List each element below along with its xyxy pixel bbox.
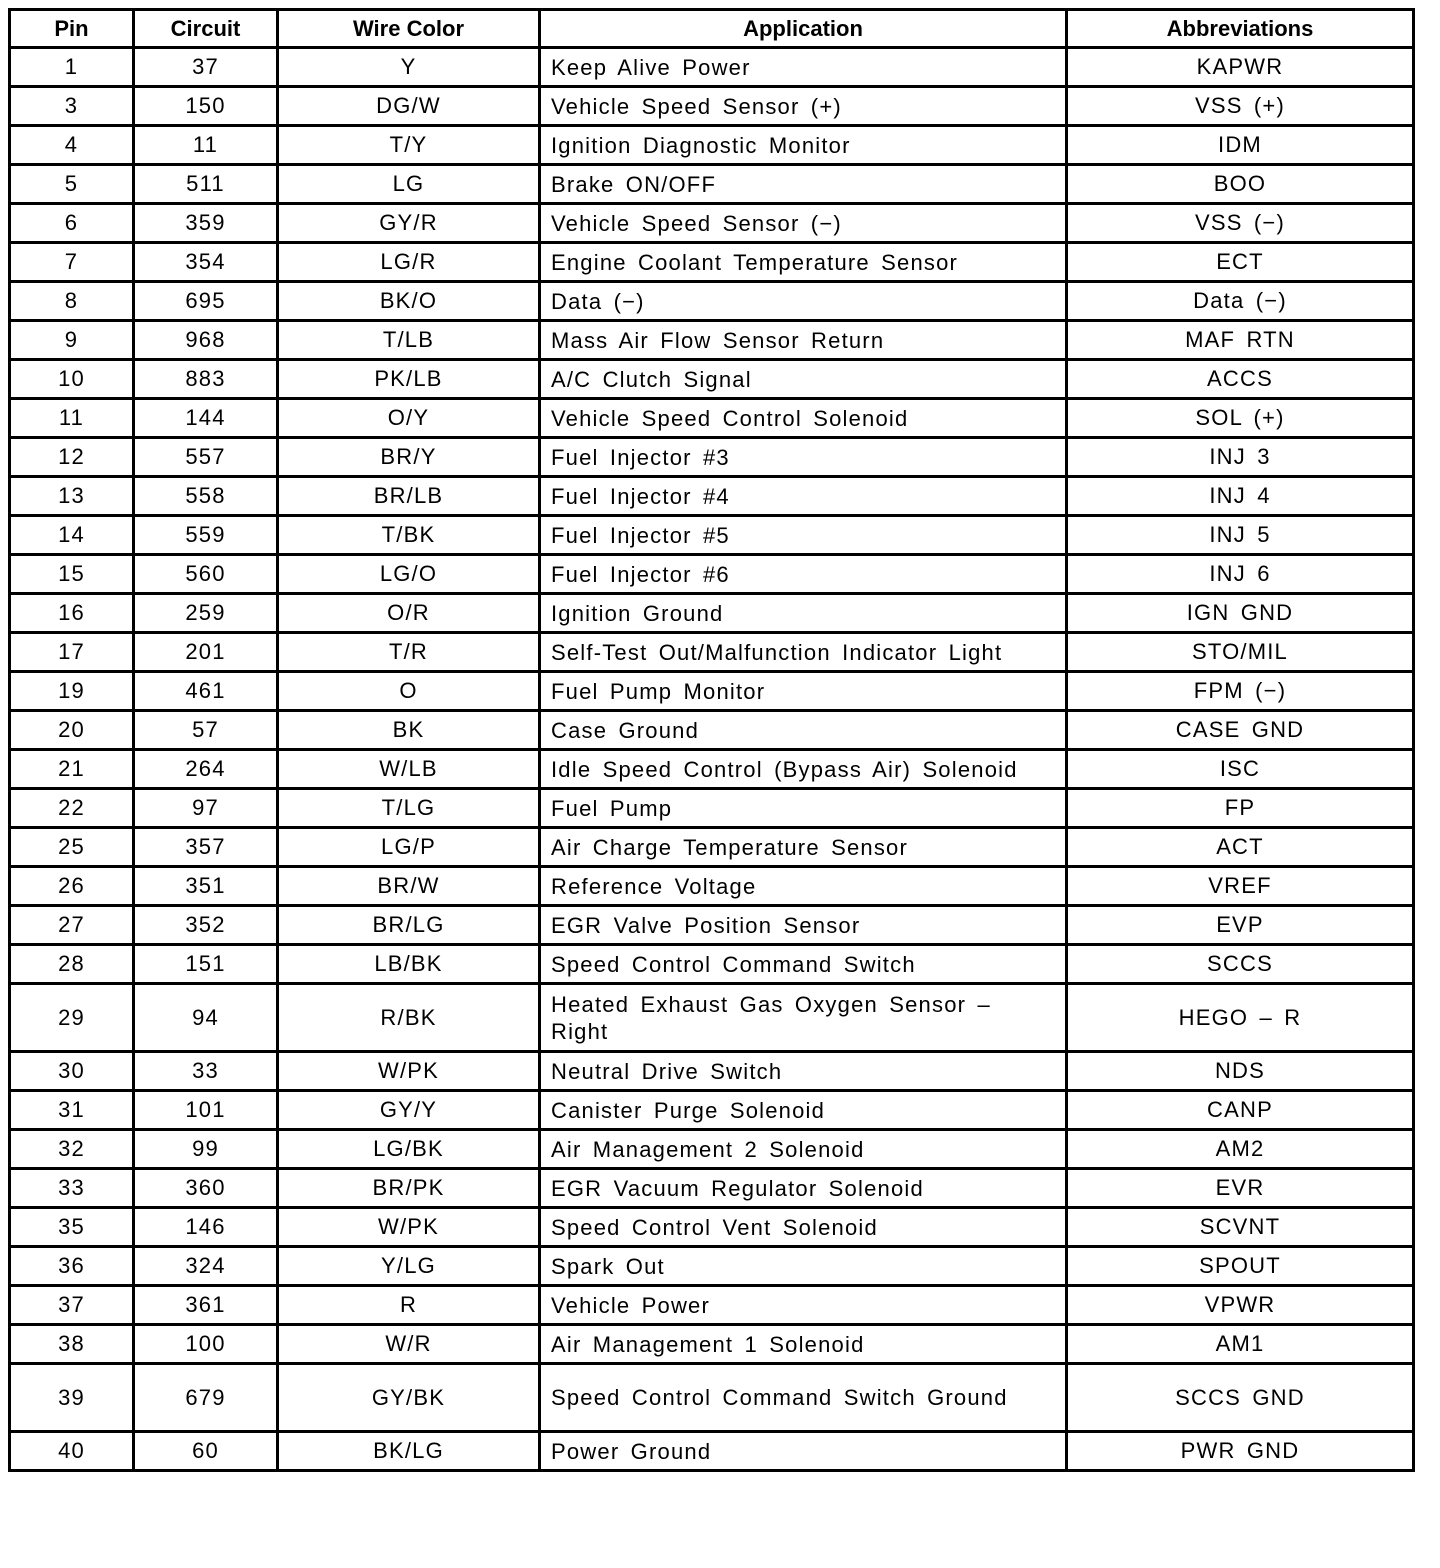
- cell-circuit: 359: [134, 204, 278, 243]
- cell-pin: 4: [10, 126, 134, 165]
- table-header: [10, 10, 1414, 48]
- cell-abbreviation: VPWR: [1067, 1286, 1414, 1325]
- cell-application: Heated Exhaust Gas Oxygen Sensor – Right: [540, 984, 1067, 1052]
- cell-abbreviation: VSS (−): [1067, 204, 1414, 243]
- cell-wire-color: O/Y: [278, 399, 540, 438]
- cell-abbreviation: STO/MIL: [1067, 633, 1414, 672]
- cell-circuit: 351: [134, 867, 278, 906]
- table-row: [10, 438, 1414, 477]
- table-row: [10, 867, 1414, 906]
- cell-pin: 19: [10, 672, 134, 711]
- pin-assignment-table: [8, 8, 1415, 1472]
- cell-pin: 22: [10, 789, 134, 828]
- table-row: [10, 165, 1414, 204]
- cell-pin: 29: [10, 984, 134, 1052]
- cell-circuit: 695: [134, 282, 278, 321]
- cell-pin: 5: [10, 165, 134, 204]
- cell-wire-color: GY/Y: [278, 1091, 540, 1130]
- cell-application: Fuel Injector #6: [540, 555, 1067, 594]
- cell-wire-color: W/LB: [278, 750, 540, 789]
- cell-application: Vehicle Speed Sensor (−): [540, 204, 1067, 243]
- cell-pin: 32: [10, 1130, 134, 1169]
- cell-wire-color: LG/P: [278, 828, 540, 867]
- cell-wire-color: Y: [278, 48, 540, 87]
- table-row: [10, 48, 1414, 87]
- cell-abbreviation: INJ 6: [1067, 555, 1414, 594]
- cell-pin: 16: [10, 594, 134, 633]
- cell-pin: 36: [10, 1247, 134, 1286]
- cell-abbreviation: ISC: [1067, 750, 1414, 789]
- cell-circuit: 558: [134, 477, 278, 516]
- table-row: [10, 1286, 1414, 1325]
- cell-abbreviation: VSS (+): [1067, 87, 1414, 126]
- table-row: [10, 321, 1414, 360]
- table-row: [10, 87, 1414, 126]
- table-row: [10, 711, 1414, 750]
- cell-wire-color: Y/LG: [278, 1247, 540, 1286]
- cell-abbreviation: HEGO – R: [1067, 984, 1414, 1052]
- cell-application: Case Ground: [540, 711, 1067, 750]
- cell-application: Reference Voltage: [540, 867, 1067, 906]
- cell-wire-color: T/LG: [278, 789, 540, 828]
- cell-circuit: 883: [134, 360, 278, 399]
- cell-circuit: 151: [134, 945, 278, 984]
- cell-abbreviation: CASE GND: [1067, 711, 1414, 750]
- cell-wire-color: LG/R: [278, 243, 540, 282]
- table-row: [10, 1091, 1414, 1130]
- cell-pin: 21: [10, 750, 134, 789]
- cell-abbreviation: EVP: [1067, 906, 1414, 945]
- table-row: [10, 984, 1414, 1052]
- cell-circuit: 99: [134, 1130, 278, 1169]
- cell-pin: 31: [10, 1091, 134, 1130]
- table-row: [10, 243, 1414, 282]
- cell-abbreviation: INJ 5: [1067, 516, 1414, 555]
- table-row: [10, 789, 1414, 828]
- table-row: [10, 516, 1414, 555]
- cell-application: Speed Control Vent Solenoid: [540, 1208, 1067, 1247]
- cell-wire-color: BR/Y: [278, 438, 540, 477]
- cell-circuit: 360: [134, 1169, 278, 1208]
- table-row: [10, 594, 1414, 633]
- cell-abbreviation: Data (−): [1067, 282, 1414, 321]
- cell-pin: 9: [10, 321, 134, 360]
- header-pin: Pin: [10, 10, 134, 48]
- cell-wire-color: BK/O: [278, 282, 540, 321]
- cell-wire-color: BR/PK: [278, 1169, 540, 1208]
- cell-circuit: 33: [134, 1052, 278, 1091]
- cell-application: Brake ON/OFF: [540, 165, 1067, 204]
- table-row: [10, 828, 1414, 867]
- cell-circuit: 968: [134, 321, 278, 360]
- cell-circuit: 679: [134, 1364, 278, 1432]
- cell-circuit: 352: [134, 906, 278, 945]
- cell-circuit: 361: [134, 1286, 278, 1325]
- cell-abbreviation: IGN GND: [1067, 594, 1414, 633]
- cell-pin: 40: [10, 1432, 134, 1471]
- table-row: [10, 1364, 1414, 1432]
- table-row: [10, 1432, 1414, 1471]
- cell-abbreviation: SCVNT: [1067, 1208, 1414, 1247]
- cell-pin: 35: [10, 1208, 134, 1247]
- cell-application: Ignition Diagnostic Monitor: [540, 126, 1067, 165]
- cell-pin: 8: [10, 282, 134, 321]
- cell-circuit: 101: [134, 1091, 278, 1130]
- header-abbreviations: Abbreviations: [1067, 10, 1414, 48]
- cell-abbreviation: SCCS GND: [1067, 1364, 1414, 1432]
- cell-wire-color: T/Y: [278, 126, 540, 165]
- table-row: [10, 360, 1414, 399]
- cell-wire-color: T/BK: [278, 516, 540, 555]
- cell-abbreviation: SPOUT: [1067, 1247, 1414, 1286]
- cell-wire-color: T/LB: [278, 321, 540, 360]
- cell-wire-color: W/PK: [278, 1052, 540, 1091]
- cell-wire-color: DG/W: [278, 87, 540, 126]
- table-row: [10, 126, 1414, 165]
- cell-pin: 3: [10, 87, 134, 126]
- cell-abbreviation: INJ 3: [1067, 438, 1414, 477]
- table-row: [10, 750, 1414, 789]
- cell-wire-color: W/PK: [278, 1208, 540, 1247]
- cell-wire-color: BK: [278, 711, 540, 750]
- cell-pin: 14: [10, 516, 134, 555]
- cell-abbreviation: INJ 4: [1067, 477, 1414, 516]
- cell-abbreviation: ACT: [1067, 828, 1414, 867]
- cell-application: Vehicle Speed Sensor (+): [540, 87, 1067, 126]
- cell-pin: 38: [10, 1325, 134, 1364]
- table-row: [10, 1247, 1414, 1286]
- table-row: [10, 1052, 1414, 1091]
- cell-application: A/C Clutch Signal: [540, 360, 1067, 399]
- cell-pin: 33: [10, 1169, 134, 1208]
- cell-wire-color: O: [278, 672, 540, 711]
- table-row: [10, 945, 1414, 984]
- cell-application: Spark Out: [540, 1247, 1067, 1286]
- cell-pin: 7: [10, 243, 134, 282]
- cell-wire-color: PK/LB: [278, 360, 540, 399]
- cell-pin: 15: [10, 555, 134, 594]
- cell-application: Air Charge Temperature Sensor: [540, 828, 1067, 867]
- cell-wire-color: BR/W: [278, 867, 540, 906]
- cell-circuit: 60: [134, 1432, 278, 1471]
- cell-wire-color: O/R: [278, 594, 540, 633]
- cell-application: Fuel Pump Monitor: [540, 672, 1067, 711]
- cell-application: Air Management 2 Solenoid: [540, 1130, 1067, 1169]
- cell-circuit: 264: [134, 750, 278, 789]
- cell-application: Fuel Injector #3: [540, 438, 1067, 477]
- cell-application: Vehicle Power: [540, 1286, 1067, 1325]
- cell-abbreviation: SOL (+): [1067, 399, 1414, 438]
- table-row: [10, 1169, 1414, 1208]
- cell-pin: 37: [10, 1286, 134, 1325]
- cell-abbreviation: MAF RTN: [1067, 321, 1414, 360]
- cell-pin: 28: [10, 945, 134, 984]
- table-row: [10, 477, 1414, 516]
- header-row: [10, 10, 1414, 48]
- cell-application: Air Management 1 Solenoid: [540, 1325, 1067, 1364]
- cell-pin: 17: [10, 633, 134, 672]
- cell-pin: 26: [10, 867, 134, 906]
- cell-circuit: 57: [134, 711, 278, 750]
- cell-circuit: 511: [134, 165, 278, 204]
- cell-abbreviation: BOO: [1067, 165, 1414, 204]
- cell-application: Data (−): [540, 282, 1067, 321]
- cell-wire-color: GY/R: [278, 204, 540, 243]
- cell-abbreviation: KAPWR: [1067, 48, 1414, 87]
- cell-circuit: 559: [134, 516, 278, 555]
- cell-wire-color: BK/LG: [278, 1432, 540, 1471]
- cell-abbreviation: VREF: [1067, 867, 1414, 906]
- cell-abbreviation: SCCS: [1067, 945, 1414, 984]
- cell-circuit: 324: [134, 1247, 278, 1286]
- cell-abbreviation: AM2: [1067, 1130, 1414, 1169]
- cell-application: Vehicle Speed Control Solenoid: [540, 399, 1067, 438]
- cell-pin: 39: [10, 1364, 134, 1432]
- cell-wire-color: R/BK: [278, 984, 540, 1052]
- cell-application: Self-Test Out/Malfunction Indicator Light: [540, 633, 1067, 672]
- cell-circuit: 11: [134, 126, 278, 165]
- header-circuit: Circuit: [134, 10, 278, 48]
- header-wire-color: Wire Color: [278, 10, 540, 48]
- cell-circuit: 354: [134, 243, 278, 282]
- cell-wire-color: W/R: [278, 1325, 540, 1364]
- cell-application: EGR Valve Position Sensor: [540, 906, 1067, 945]
- cell-circuit: 37: [134, 48, 278, 87]
- cell-abbreviation: ACCS: [1067, 360, 1414, 399]
- cell-circuit: 259: [134, 594, 278, 633]
- table-row: [10, 204, 1414, 243]
- cell-circuit: 560: [134, 555, 278, 594]
- table-row: [10, 282, 1414, 321]
- cell-pin: 6: [10, 204, 134, 243]
- cell-circuit: 97: [134, 789, 278, 828]
- cell-abbreviation: EVR: [1067, 1169, 1414, 1208]
- cell-application: Fuel Injector #4: [540, 477, 1067, 516]
- cell-pin: 10: [10, 360, 134, 399]
- cell-pin: 30: [10, 1052, 134, 1091]
- cell-pin: 27: [10, 906, 134, 945]
- table-row: [10, 1325, 1414, 1364]
- table-row: [10, 399, 1414, 438]
- cell-abbreviation: FPM (−): [1067, 672, 1414, 711]
- cell-application: Neutral Drive Switch: [540, 1052, 1067, 1091]
- cell-application: Idle Speed Control (Bypass Air) Solenoid: [540, 750, 1067, 789]
- cell-circuit: 201: [134, 633, 278, 672]
- cell-wire-color: R: [278, 1286, 540, 1325]
- cell-wire-color: LG: [278, 165, 540, 204]
- cell-circuit: 146: [134, 1208, 278, 1247]
- cell-wire-color: BR/LB: [278, 477, 540, 516]
- table-row: [10, 906, 1414, 945]
- cell-circuit: 461: [134, 672, 278, 711]
- cell-circuit: 144: [134, 399, 278, 438]
- cell-abbreviation: CANP: [1067, 1091, 1414, 1130]
- cell-abbreviation: FP: [1067, 789, 1414, 828]
- cell-pin: 13: [10, 477, 134, 516]
- table-row: [10, 633, 1414, 672]
- cell-application: Mass Air Flow Sensor Return: [540, 321, 1067, 360]
- cell-application: Fuel Pump: [540, 789, 1067, 828]
- cell-wire-color: BR/LG: [278, 906, 540, 945]
- table-row: [10, 1208, 1414, 1247]
- cell-circuit: 100: [134, 1325, 278, 1364]
- cell-pin: 20: [10, 711, 134, 750]
- cell-application: Fuel Injector #5: [540, 516, 1067, 555]
- cell-circuit: 557: [134, 438, 278, 477]
- cell-application: EGR Vacuum Regulator Solenoid: [540, 1169, 1067, 1208]
- table-body: [10, 48, 1414, 1471]
- cell-wire-color: LG/O: [278, 555, 540, 594]
- cell-pin: 1: [10, 48, 134, 87]
- cell-application: Engine Coolant Temperature Sensor: [540, 243, 1067, 282]
- cell-abbreviation: AM1: [1067, 1325, 1414, 1364]
- cell-circuit: 357: [134, 828, 278, 867]
- cell-circuit: 94: [134, 984, 278, 1052]
- cell-application: Canister Purge Solenoid: [540, 1091, 1067, 1130]
- cell-abbreviation: ECT: [1067, 243, 1414, 282]
- cell-wire-color: LB/BK: [278, 945, 540, 984]
- cell-pin: 11: [10, 399, 134, 438]
- header-application: Application: [540, 10, 1067, 48]
- cell-application: Ignition Ground: [540, 594, 1067, 633]
- table-row: [10, 555, 1414, 594]
- cell-application: Speed Control Command Switch Ground: [540, 1364, 1067, 1432]
- cell-wire-color: GY/BK: [278, 1364, 540, 1432]
- cell-application: Speed Control Command Switch: [540, 945, 1067, 984]
- cell-application: Power Ground: [540, 1432, 1067, 1471]
- cell-pin: 25: [10, 828, 134, 867]
- table-row: [10, 1130, 1414, 1169]
- cell-wire-color: T/R: [278, 633, 540, 672]
- cell-abbreviation: IDM: [1067, 126, 1414, 165]
- cell-abbreviation: NDS: [1067, 1052, 1414, 1091]
- cell-wire-color: LG/BK: [278, 1130, 540, 1169]
- cell-circuit: 150: [134, 87, 278, 126]
- cell-abbreviation: PWR GND: [1067, 1432, 1414, 1471]
- cell-application: Keep Alive Power: [540, 48, 1067, 87]
- cell-pin: 12: [10, 438, 134, 477]
- table-row: [10, 672, 1414, 711]
